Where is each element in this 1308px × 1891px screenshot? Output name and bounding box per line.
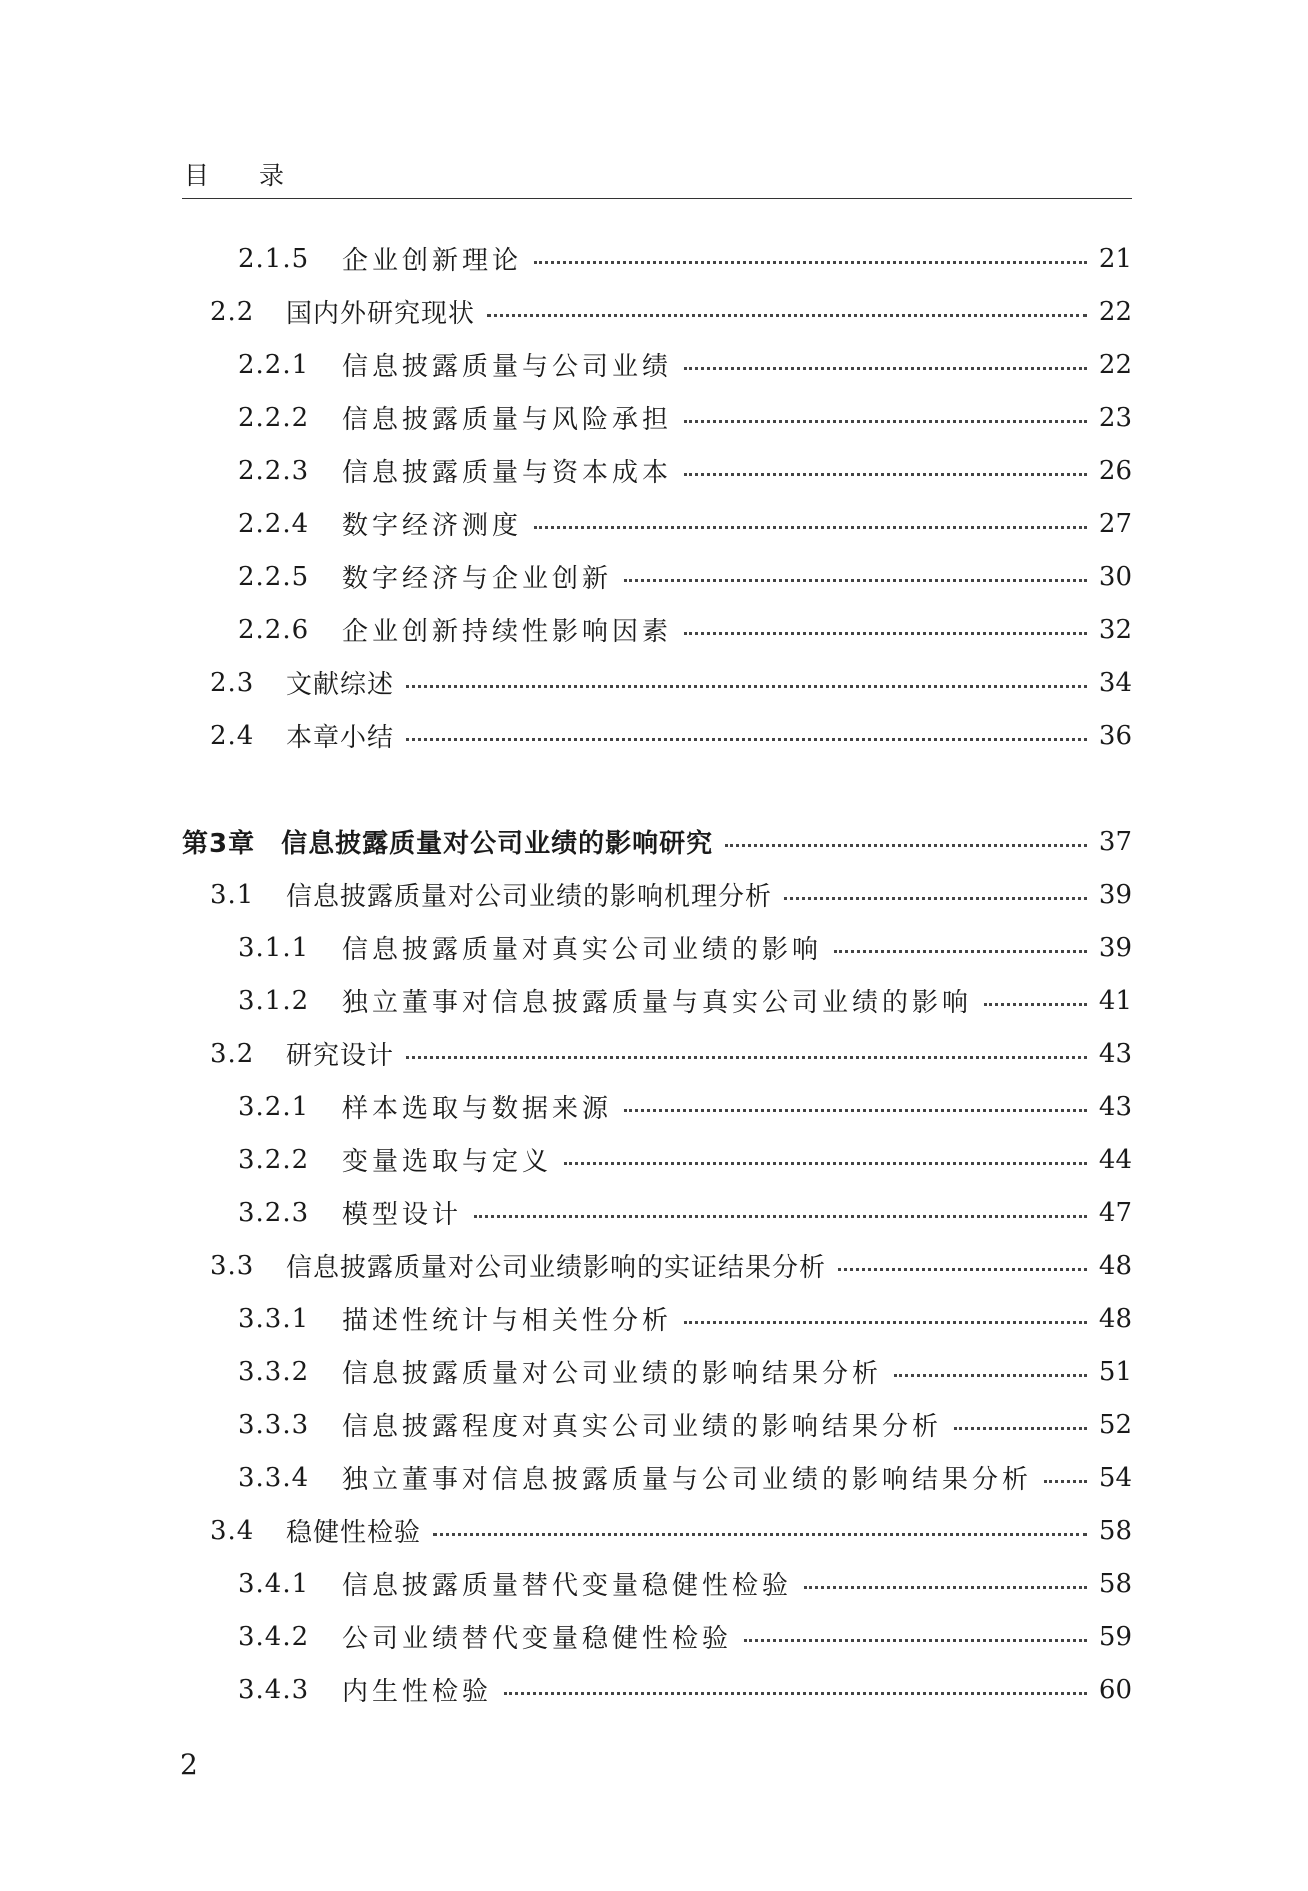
toc-entry-title: 信息披露质量对公司业绩的影响研究 [281, 829, 714, 859]
toc-entry-page: 58 [1098, 1515, 1132, 1546]
toc-entry-page: 51 [1098, 1356, 1132, 1387]
toc-entry-page: 43 [1098, 1091, 1132, 1122]
toc-entry[interactable] [182, 1239, 1132, 1292]
toc-dot-leader [534, 526, 1087, 529]
toc-entry-page: 54 [1098, 1462, 1132, 1493]
toc-entry-page: 41 [1098, 985, 1132, 1016]
toc-dot-leader [406, 1056, 1087, 1059]
toc-entry[interactable] [182, 1080, 1132, 1133]
toc-dot-leader [804, 1586, 1087, 1589]
toc-entry-title: 信息披露质量与风险承担 [342, 405, 673, 435]
table-of-contents [182, 232, 1132, 1716]
running-header [182, 152, 1132, 199]
toc-entry[interactable] [182, 974, 1132, 1027]
toc-entry-title: 模型设计 [342, 1200, 463, 1230]
toc-entry-number: 2.3 [210, 667, 255, 698]
toc-entry[interactable] [182, 656, 1132, 709]
chapter-spacer [182, 762, 1132, 815]
toc-entry-title: 独立董事对信息披露质量与真实公司业绩的影响 [342, 988, 973, 1018]
toc-entry-number: 3.1.1 [238, 932, 310, 963]
toc-entry-number: 3.4.2 [238, 1621, 310, 1652]
toc-dot-leader [406, 738, 1087, 741]
toc-entry-page: 58 [1098, 1568, 1132, 1599]
toc-dot-leader [1044, 1480, 1087, 1483]
toc-entry-number: 3.3.2 [238, 1356, 310, 1387]
header-title [184, 156, 284, 192]
toc-entry-title: 信息披露质量对公司业绩的影响机理分析 [286, 882, 773, 912]
toc-entry-title: 稳健性检验 [286, 1518, 422, 1548]
toc-entry-title: 信息披露质量替代变量稳健性检验 [342, 1571, 793, 1601]
toc-entry[interactable] [182, 232, 1132, 285]
toc-dot-leader [984, 1003, 1087, 1006]
toc-entry-number: 3.2.3 [238, 1197, 310, 1228]
toc-entry-title: 信息披露质量对公司业绩的影响结果分析 [342, 1359, 883, 1389]
toc-entry-page: 39 [1098, 879, 1132, 910]
toc-dot-leader [684, 367, 1087, 370]
toc-entry-page: 48 [1098, 1303, 1132, 1334]
toc-dot-leader [954, 1427, 1087, 1430]
toc-entry[interactable] [182, 1027, 1132, 1080]
toc-dot-leader [725, 844, 1087, 847]
toc-entry-title: 数字经济与企业创新 [342, 564, 613, 594]
toc-entry-title: 信息披露质量与资本成本 [342, 458, 673, 488]
toc-entry-page: 59 [1098, 1621, 1132, 1652]
toc-entry-page: 32 [1098, 614, 1132, 645]
toc-entry-number: 3.4.3 [238, 1674, 310, 1705]
toc-entry-number: 2.2 [210, 296, 255, 327]
toc-entry-number: 2.2.4 [238, 508, 310, 539]
toc-entry[interactable] [182, 1663, 1132, 1716]
toc-entry-page: 44 [1098, 1144, 1132, 1175]
toc-entry-number: 2.2.1 [238, 349, 310, 380]
toc-entry-number: 3.2 [210, 1038, 255, 1069]
toc-entry-page: 48 [1098, 1250, 1132, 1281]
page-number: 2 [180, 1748, 198, 1781]
toc-entry[interactable] [182, 815, 1132, 868]
toc-entry[interactable] [182, 1292, 1132, 1345]
toc-entry-number: 2.1.5 [238, 243, 310, 274]
toc-entry-number: 3.2.2 [238, 1144, 310, 1175]
header-title-right: 录 [259, 161, 285, 190]
toc-entry-title: 信息披露质量对公司业绩影响的实证结果分析 [286, 1253, 827, 1283]
toc-entry[interactable] [182, 497, 1132, 550]
toc-entry-page: 60 [1098, 1674, 1132, 1705]
toc-dot-leader [684, 1321, 1087, 1324]
toc-entry-page: 21 [1098, 243, 1132, 274]
toc-dot-leader [744, 1639, 1087, 1642]
toc-entry-title: 企业创新理论 [342, 246, 523, 276]
toc-dot-leader [684, 473, 1087, 476]
toc-entry-page: 30 [1098, 561, 1132, 592]
toc-entry-page: 36 [1098, 720, 1132, 751]
toc-entry-title: 信息披露质量对真实公司业绩的影响 [342, 935, 823, 965]
toc-entry-page: 47 [1098, 1197, 1132, 1228]
toc-entry[interactable] [182, 1133, 1132, 1186]
toc-dot-leader [406, 685, 1087, 688]
toc-entry-title: 独立董事对信息披露质量与公司业绩的影响结果分析 [342, 1465, 1033, 1495]
toc-entry-title: 公司业绩替代变量稳健性检验 [342, 1624, 733, 1654]
toc-entry-title: 样本选取与数据来源 [342, 1094, 613, 1124]
toc-entry[interactable] [182, 921, 1132, 974]
toc-entry-title: 研究设计 [286, 1041, 395, 1071]
toc-entry-number: 2.2.3 [238, 455, 310, 486]
toc-entry-number: 3.3.3 [238, 1409, 310, 1440]
toc-entry-title: 企业创新持续性影响因素 [342, 617, 673, 647]
toc-dot-leader [834, 950, 1087, 953]
toc-dot-leader [684, 632, 1087, 635]
toc-dot-leader [894, 1374, 1087, 1377]
toc-entry[interactable] [182, 391, 1132, 444]
toc-entry-number: 2.2.2 [238, 402, 310, 433]
toc-dot-leader [684, 420, 1087, 423]
toc-entry-title: 内生性检验 [342, 1677, 493, 1707]
toc-dot-leader [487, 314, 1087, 317]
toc-entry[interactable] [182, 285, 1132, 338]
toc-entry[interactable] [182, 338, 1132, 391]
toc-entry[interactable] [182, 550, 1132, 603]
toc-entry-number: 2.4 [210, 720, 255, 751]
toc-entry-number: 3.3.4 [238, 1462, 310, 1493]
toc-entry-number: 3.3 [210, 1250, 255, 1281]
toc-entry-page: 23 [1098, 402, 1132, 433]
toc-entry[interactable] [182, 1504, 1132, 1557]
toc-entry[interactable] [182, 868, 1132, 921]
toc-entry-page: 37 [1098, 826, 1132, 857]
toc-entry[interactable] [182, 1398, 1132, 1451]
toc-dot-leader [474, 1215, 1087, 1218]
toc-entry[interactable] [182, 1451, 1132, 1504]
toc-dot-leader [838, 1268, 1087, 1271]
toc-entry[interactable] [182, 1186, 1132, 1239]
toc-entry[interactable] [182, 444, 1132, 497]
toc-entry[interactable] [182, 1345, 1132, 1398]
toc-dot-leader [784, 897, 1087, 900]
toc-dot-leader [433, 1533, 1087, 1536]
toc-entry-page: 27 [1098, 508, 1132, 539]
toc-entry-title: 文献综述 [286, 670, 395, 700]
toc-entry-title: 数字经济测度 [342, 511, 523, 541]
toc-entry-number: 3.2.1 [238, 1091, 310, 1122]
toc-entry[interactable] [182, 1557, 1132, 1610]
toc-entry-page: 39 [1098, 932, 1132, 963]
toc-entry-number: 3.4 [210, 1515, 255, 1546]
toc-entry[interactable] [182, 1610, 1132, 1663]
toc-entry-title: 本章小结 [286, 723, 395, 753]
toc-entry-page: 26 [1098, 455, 1132, 486]
toc-entry[interactable] [182, 709, 1132, 762]
toc-entry-number: 2.2.6 [238, 614, 310, 645]
toc-entry-page: 22 [1098, 296, 1132, 327]
toc-entry-number: 2.2.5 [238, 561, 310, 592]
toc-entry-number: 3.4.1 [238, 1568, 310, 1599]
toc-entry[interactable] [182, 603, 1132, 656]
toc-entry-title: 信息披露程度对真实公司业绩的影响结果分析 [342, 1412, 943, 1442]
toc-entry-page: 52 [1098, 1409, 1132, 1440]
toc-entry-title: 描述性统计与相关性分析 [342, 1306, 673, 1336]
toc-entry-number: 第3章 [182, 829, 256, 859]
header-title-left: 目 [184, 161, 210, 190]
toc-dot-leader [564, 1162, 1087, 1165]
toc-dot-leader [534, 261, 1087, 264]
toc-entry-number: 3.1 [210, 879, 255, 910]
toc-dot-leader [504, 1692, 1087, 1695]
toc-dot-leader [624, 1109, 1087, 1112]
toc-entry-title: 国内外研究现状 [286, 299, 476, 329]
toc-entry-page: 34 [1098, 667, 1132, 698]
toc-entry-page: 22 [1098, 349, 1132, 380]
toc-entry-title: 变量选取与定义 [342, 1147, 553, 1177]
toc-entry-page: 43 [1098, 1038, 1132, 1069]
toc-entry-title: 信息披露质量与公司业绩 [342, 352, 673, 382]
toc-entry-number: 3.3.1 [238, 1303, 310, 1334]
toc-entry-number: 3.1.2 [238, 985, 310, 1016]
toc-dot-leader [624, 579, 1087, 582]
